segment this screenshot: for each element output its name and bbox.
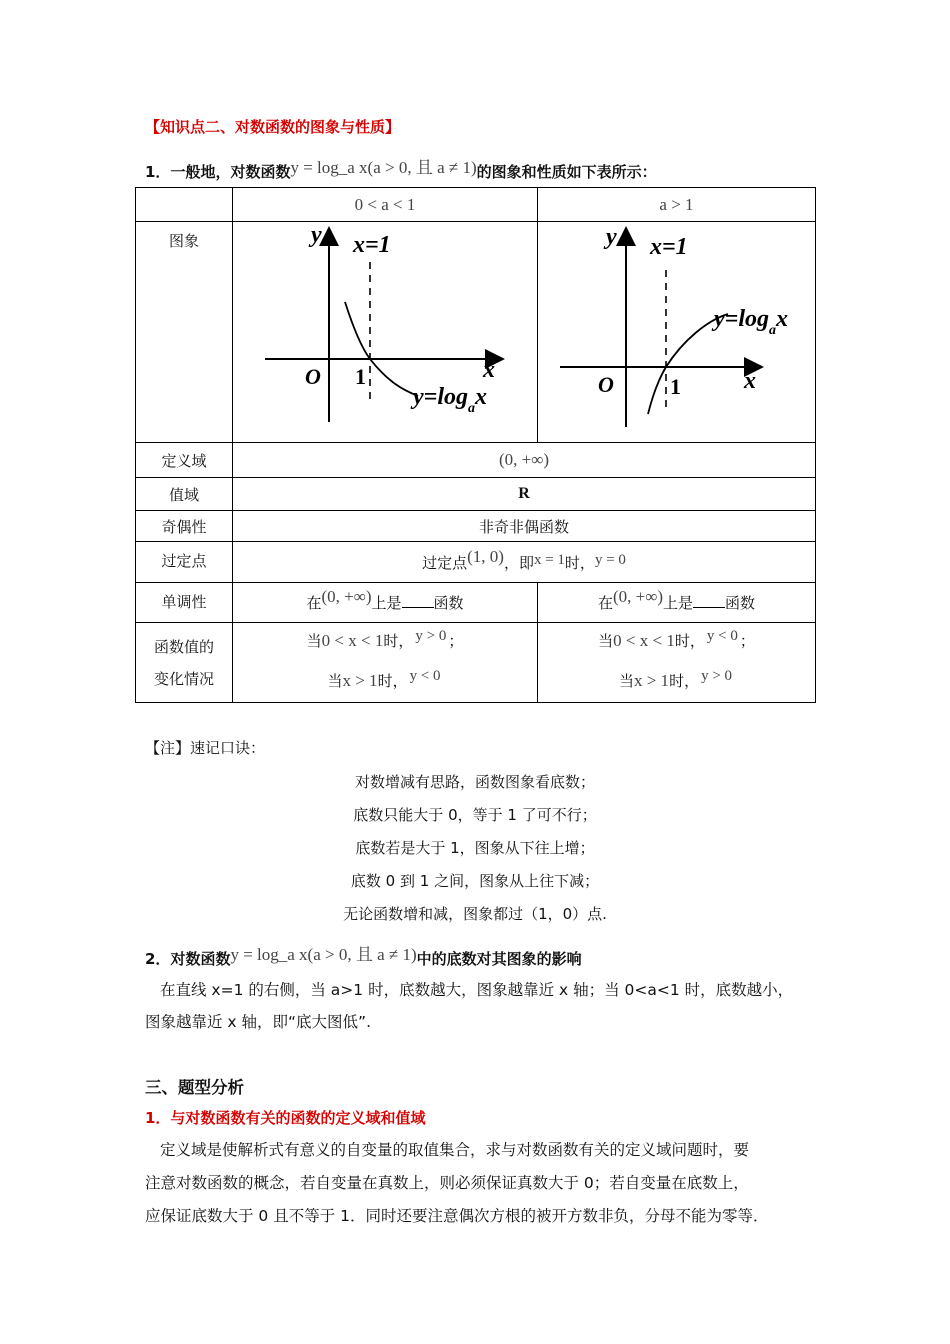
section3-para-line-3: 应保证底数大于 0 且不等于 1．同时还要注意偶次方根的被开方数非负，分母不能为零等． (145, 1207, 769, 1225)
col-header-right: a > 1 (538, 188, 816, 222)
item1-suffix: 的图象和性质如下表所示： (476, 163, 657, 181)
tick-one-label: 1 (355, 364, 366, 389)
mono-blank-left[interactable] (402, 593, 434, 608)
fixed-mid: ，即 (503, 553, 534, 572)
table-corner-cell (136, 188, 233, 222)
range-value: R (233, 478, 816, 511)
fixed-prefix: 过定点 (422, 553, 468, 572)
item2-heading: 2．对数函数y = log_a x(a > 0, 且 a ≠ 1)中的底数对其图象的影响 (145, 945, 582, 968)
row-label-parity: 奇偶性 (136, 511, 233, 542)
parity-value: 非奇非偶函数 (233, 511, 816, 542)
item2-formula: y = log_a x(a > 0, 且 a ≠ 1) (230, 945, 417, 964)
properties-table (135, 187, 816, 703)
curve-label: $y=\log_ax$ (714, 306, 788, 338)
note-line-2: 底数只能大于 0，等于 1 了可不行； (353, 806, 597, 824)
origin-label: O (598, 372, 614, 397)
note-title: 【注】速记口诀： (145, 739, 266, 757)
mono-right: 在(0, +∞)上是 函数 (538, 583, 816, 623)
table-row-monotonicity (136, 583, 816, 623)
row-label-range: 值域 (136, 478, 233, 511)
row-label-mono: 单调性 (136, 583, 233, 623)
note-line-4: 底数 0 到 1 之间，图象从上往下减； (350, 872, 600, 890)
row-label-fixed: 过定点 (136, 542, 233, 583)
x-axis-label: x (744, 368, 756, 394)
graph-right-cell (538, 222, 816, 443)
table-row-parity (136, 511, 816, 542)
row-label-domain: 定义域 (136, 443, 233, 478)
table-row-domain (136, 443, 816, 478)
y-axis-label: y (606, 224, 617, 250)
y-axis-label: y (311, 222, 322, 248)
table-row-change (136, 623, 816, 703)
asymptote-label: x=1 (650, 234, 688, 260)
section3-para-line-2: 注意对数函数的概念，若自变量在真数上，则必须保证真数大于 0；若自变量在底数上， (145, 1174, 749, 1192)
item1-heading (145, 157, 657, 182)
mono-left: 在(0, +∞)上是 函数 (233, 583, 538, 623)
fixed-result: y = 0 (594, 551, 626, 568)
table-row-range (136, 478, 816, 511)
col-header-left: 0 < a < 1 (233, 188, 538, 222)
origin-label: O (305, 364, 321, 389)
graph-increasing (538, 222, 814, 442)
section3-subtitle: 1．与对数函数有关的函数的定义域和值域 (145, 1109, 426, 1127)
row-label-graph: 图象 (136, 222, 233, 443)
graph-left-cell (233, 222, 538, 443)
section-title: 【知识点二、对数函数的图象与性质】 (145, 118, 401, 136)
mono-blank-right[interactable] (693, 593, 725, 608)
note-line-5: 无论函数增和减，图象都过（1，0）点. (343, 905, 607, 923)
note-line-3: 底数若是大于 1，图象从下往上增； (355, 839, 595, 857)
asymptote-label: x=1 (353, 232, 391, 258)
change-right: 当0 < x < 1时， y < 0 ； 当x > 1时， y > 0 (538, 623, 816, 703)
table-row-graph (136, 222, 816, 443)
domain-value: (0, +∞) (233, 443, 816, 478)
x-axis-label: x (483, 357, 495, 383)
section3-para-line-1: 定义域是使解析式有意义的自变量的取值集合，求与对数函数有关的定义域问题时，要 (160, 1141, 750, 1159)
row-label-change: 函数值的 变化情况 (136, 623, 233, 703)
item1-number: 1． (145, 163, 171, 181)
item1-formula: y = log_a x(a > 0, 且 a ≠ 1) (290, 158, 477, 177)
tick-one-label: 1 (670, 374, 681, 399)
curve-label: $y=\log_ax$ (413, 384, 487, 416)
table-header-row (136, 188, 816, 222)
graph-decreasing (233, 222, 537, 442)
change-left: 当0 < x < 1时， y > 0 ； 当x > 1时， y < 0 (233, 623, 538, 703)
note-line-1: 对数增减有思路，函数图象看底数； (354, 773, 595, 791)
fixed-point: (1, 0) (467, 546, 504, 566)
table-row-fixed-point (136, 542, 816, 583)
item2-paragraph-line-1: 在直线 x=1 的右侧，当 a>1 时，底数越大，图象越靠近 x 轴；当 0<a<1 时，底数越小， (160, 981, 794, 999)
fixed-when: 时， (564, 553, 595, 572)
section3-title: 三、题型分析 (145, 1078, 244, 1097)
fixed-cond: x = 1 (533, 551, 565, 568)
fixed-point-value (233, 542, 816, 583)
item2-paragraph-line-2: 图象越靠近 x 轴，即“底大图低”. (145, 1013, 372, 1031)
item1-prefix: 一般地，对数函数 (170, 163, 291, 181)
